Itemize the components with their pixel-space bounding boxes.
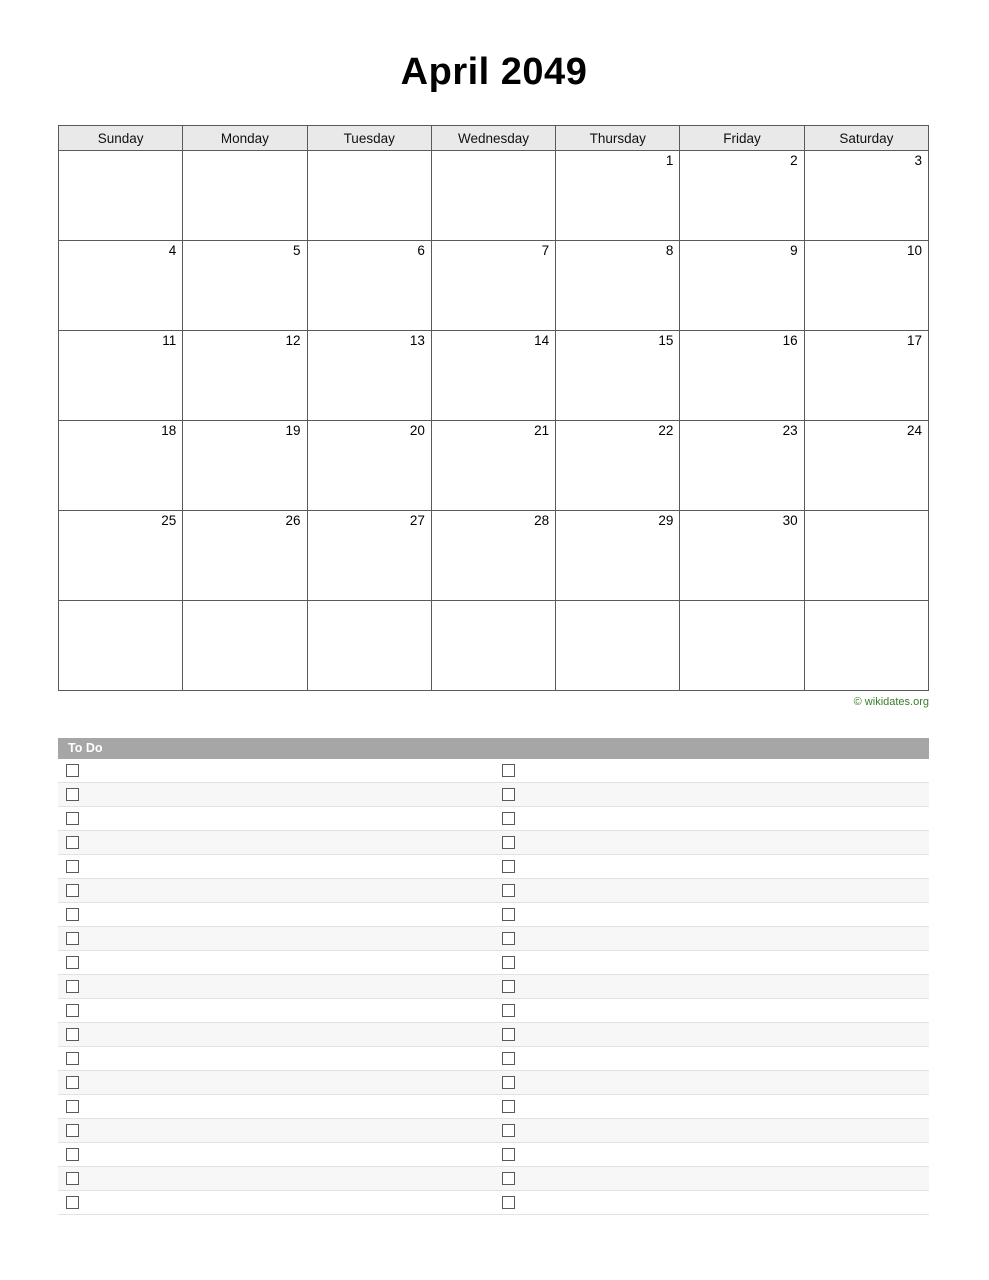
todo-write-line[interactable] (79, 1119, 494, 1142)
day-number: 14 (534, 333, 550, 348)
day-number: 24 (906, 423, 922, 438)
todo-item (58, 903, 494, 926)
calendar-week-row (59, 241, 929, 331)
todo-write-line[interactable] (515, 855, 930, 878)
todo-item (494, 999, 930, 1022)
calendar-day-cell[interactable] (680, 511, 804, 601)
weekday-header-saturday: Saturday (804, 126, 928, 151)
todo-write-line[interactable] (515, 1047, 930, 1070)
checkbox-icon[interactable] (66, 1172, 79, 1185)
weekday-header-tuesday: Tuesday (307, 126, 431, 151)
todo-write-line[interactable] (515, 831, 930, 854)
todo-item (58, 1167, 494, 1190)
todo-row (58, 951, 929, 975)
todo-write-line[interactable] (515, 927, 930, 950)
todo-write-line[interactable] (515, 1095, 930, 1118)
calendar-day-cell[interactable] (183, 331, 307, 421)
day-number: 16 (782, 333, 798, 348)
checkbox-icon[interactable] (502, 1028, 515, 1041)
todo-row (58, 1191, 929, 1215)
todo-write-line[interactable] (79, 1071, 494, 1094)
day-number: 27 (409, 513, 425, 528)
todo-write-line[interactable] (79, 1023, 494, 1046)
todo-section (58, 738, 929, 1215)
page-title: April 2049 (400, 51, 588, 93)
day-number: 18 (161, 423, 177, 438)
todo-row (58, 1167, 929, 1191)
todo-item (494, 1167, 930, 1190)
weekday-header-monday: Monday (183, 126, 307, 151)
day-number: 20 (409, 423, 425, 438)
calendar-day-cell[interactable] (431, 421, 555, 511)
checkbox-icon[interactable] (66, 884, 79, 897)
calendar-day-cell[interactable] (307, 151, 431, 241)
todo-item (58, 759, 494, 782)
checkbox-icon[interactable] (502, 908, 515, 921)
checkbox-icon[interactable] (502, 812, 515, 825)
calendar-day-cell[interactable] (307, 331, 431, 421)
day-number: 26 (285, 513, 301, 528)
calendar-day-cell[interactable] (307, 421, 431, 511)
day-number: 6 (417, 243, 425, 258)
checkbox-icon[interactable] (66, 836, 79, 849)
day-number: 4 (168, 243, 177, 258)
todo-row (58, 831, 929, 855)
todo-title: To Do (58, 738, 929, 759)
checkbox-icon[interactable] (502, 932, 515, 945)
day-number: 2 (790, 153, 798, 168)
todo-write-line[interactable] (515, 1167, 930, 1190)
todo-item (494, 927, 930, 950)
calendar-day-cell[interactable] (556, 511, 680, 601)
todo-list (58, 759, 929, 1215)
todo-item (494, 1023, 930, 1046)
calendar-day-cell[interactable] (183, 151, 307, 241)
weekday-header-friday: Friday (680, 126, 804, 151)
todo-write-line[interactable] (79, 951, 494, 974)
calendar-day-cell[interactable] (431, 151, 555, 241)
calendar-day-cell[interactable] (431, 241, 555, 331)
day-number: 28 (534, 513, 550, 528)
calendar-week-row (59, 601, 929, 691)
checkbox-icon[interactable] (66, 980, 79, 993)
calendar-day-cell[interactable] (556, 331, 680, 421)
todo-write-line[interactable] (79, 1047, 494, 1070)
day-number: 3 (914, 153, 922, 168)
todo-write-line[interactable] (79, 1095, 494, 1118)
checkbox-icon[interactable] (502, 1172, 515, 1185)
todo-item (58, 1119, 494, 1142)
todo-item (494, 1143, 930, 1166)
todo-write-line[interactable] (79, 855, 494, 878)
todo-item (494, 1119, 930, 1142)
todo-write-line[interactable] (79, 879, 494, 902)
todo-row (58, 999, 929, 1023)
todo-item (58, 927, 494, 950)
todo-row (58, 855, 929, 879)
checkbox-icon[interactable] (502, 836, 515, 849)
todo-write-line[interactable] (515, 1143, 930, 1166)
calendar-day-cell[interactable] (804, 601, 928, 691)
todo-write-line[interactable] (515, 1071, 930, 1094)
todo-write-line[interactable] (515, 1023, 930, 1046)
todo-row (58, 1071, 929, 1095)
checkbox-icon[interactable] (502, 980, 515, 993)
calendar-day-cell[interactable] (59, 511, 183, 601)
checkbox-icon[interactable] (502, 788, 515, 801)
checkbox-icon[interactable] (66, 764, 79, 777)
todo-row (58, 975, 929, 999)
day-number: 30 (782, 513, 798, 528)
todo-item (494, 807, 930, 830)
day-number: 9 (790, 243, 798, 258)
todo-item (58, 999, 494, 1022)
todo-write-line[interactable] (79, 1143, 494, 1166)
calendar-day-cell[interactable] (431, 331, 555, 421)
calendar-day-cell[interactable] (804, 511, 928, 601)
calendar-day-cell[interactable] (804, 241, 928, 331)
todo-write-line[interactable] (515, 879, 930, 902)
todo-write-line[interactable] (79, 1167, 494, 1190)
checkbox-icon[interactable] (502, 884, 515, 897)
todo-item (58, 807, 494, 830)
todo-write-line[interactable] (79, 831, 494, 854)
checkbox-icon[interactable] (66, 860, 79, 873)
checkbox-icon[interactable] (66, 1052, 79, 1065)
checkbox-icon[interactable] (502, 1124, 515, 1137)
calendar-day-cell[interactable] (680, 151, 804, 241)
checkbox-icon[interactable] (502, 1148, 515, 1161)
checkbox-icon[interactable] (502, 1052, 515, 1065)
todo-item (494, 1071, 930, 1094)
todo-item (494, 1047, 930, 1070)
todo-write-line[interactable] (515, 807, 930, 830)
todo-item (58, 855, 494, 878)
todo-item (494, 783, 930, 806)
day-number: 23 (782, 423, 798, 438)
todo-write-line[interactable] (79, 807, 494, 830)
todo-row (58, 783, 929, 807)
todo-item (58, 831, 494, 854)
todo-write-line[interactable] (79, 783, 494, 806)
weekday-header-thursday: Thursday (556, 126, 680, 151)
calendar-day-cell[interactable] (59, 421, 183, 511)
checkbox-icon[interactable] (66, 1100, 79, 1113)
day-number: 15 (658, 333, 674, 348)
calendar-day-cell[interactable] (804, 331, 928, 421)
calendar-day-cell[interactable] (59, 331, 183, 421)
todo-item (494, 855, 930, 878)
todo-write-line[interactable] (515, 903, 930, 926)
checkbox-icon[interactable] (66, 812, 79, 825)
calendar-week-row (59, 421, 929, 511)
todo-item (58, 1143, 494, 1166)
todo-write-line[interactable] (79, 999, 494, 1022)
day-number: 29 (658, 513, 674, 528)
calendar-day-cell[interactable] (183, 511, 307, 601)
todo-write-line[interactable] (515, 759, 930, 782)
todo-item (494, 1191, 930, 1214)
checkbox-icon[interactable] (502, 764, 515, 777)
todo-write-line[interactable] (515, 999, 930, 1022)
todo-row (58, 759, 929, 783)
todo-write-line[interactable] (515, 783, 930, 806)
calendar-day-cell[interactable] (431, 601, 555, 691)
calendar-day-cell[interactable] (59, 151, 183, 241)
calendar-day-cell[interactable] (680, 421, 804, 511)
calendar-day-cell[interactable] (307, 241, 431, 331)
todo-item (58, 1191, 494, 1214)
todo-item (58, 1047, 494, 1070)
todo-item (494, 879, 930, 902)
checkbox-icon[interactable] (66, 956, 79, 969)
calendar-day-cell[interactable] (59, 241, 183, 331)
weekday-header-wednesday: Wednesday (431, 126, 555, 151)
todo-write-line[interactable] (79, 927, 494, 950)
todo-item (58, 1071, 494, 1094)
day-number: 17 (906, 333, 922, 348)
calendar-day-cell[interactable] (183, 421, 307, 511)
calendar-day-cell[interactable] (183, 601, 307, 691)
calendar-day-cell[interactable] (59, 601, 183, 691)
calendar-week-row (59, 511, 929, 601)
checkbox-icon[interactable] (66, 1148, 79, 1161)
checkbox-icon[interactable] (66, 1196, 79, 1209)
day-number: 13 (409, 333, 425, 348)
calendar-week-row (59, 151, 929, 241)
calendar-day-cell[interactable] (804, 151, 928, 241)
todo-item (494, 831, 930, 854)
checkbox-icon[interactable] (502, 1004, 515, 1017)
todo-row (58, 1095, 929, 1119)
calendar-day-cell[interactable] (556, 421, 680, 511)
todo-write-line[interactable] (515, 1191, 930, 1214)
calendar-week-row (59, 331, 929, 421)
checkbox-icon[interactable] (502, 1196, 515, 1209)
todo-item (494, 1095, 930, 1118)
todo-write-line[interactable] (515, 1119, 930, 1142)
weekday-header-row (59, 126, 929, 151)
month-calendar (58, 125, 929, 691)
todo-item (58, 1095, 494, 1118)
todo-item (58, 975, 494, 998)
day-number: 21 (534, 423, 550, 438)
day-number: 5 (293, 243, 301, 258)
checkbox-icon[interactable] (66, 1004, 79, 1017)
calendar-day-cell[interactable] (556, 151, 680, 241)
todo-write-line[interactable] (79, 975, 494, 998)
checkbox-icon[interactable] (502, 1100, 515, 1113)
todo-row (58, 927, 929, 951)
day-number: 1 (665, 153, 674, 168)
day-number: 8 (665, 243, 674, 258)
checkbox-icon[interactable] (66, 1076, 79, 1089)
todo-write-line[interactable] (515, 951, 930, 974)
weekday-header-sunday: Sunday (59, 126, 183, 151)
site-credit[interactable]: © wikidates.org (853, 696, 929, 708)
day-number: 11 (162, 333, 177, 348)
todo-item (494, 975, 930, 998)
todo-item (494, 903, 930, 926)
todo-item (58, 783, 494, 806)
calendar-day-cell[interactable] (307, 511, 431, 601)
todo-row (58, 807, 929, 831)
todo-item (58, 879, 494, 902)
todo-item (58, 1023, 494, 1046)
day-number: 12 (285, 333, 301, 348)
todo-row (58, 1023, 929, 1047)
calendar-day-cell[interactable] (307, 601, 431, 691)
checkbox-icon[interactable] (502, 956, 515, 969)
checkbox-icon[interactable] (66, 1028, 79, 1041)
checkbox-icon[interactable] (502, 1076, 515, 1089)
calendar-day-cell[interactable] (804, 421, 928, 511)
todo-row (58, 1119, 929, 1143)
todo-write-line[interactable] (515, 975, 930, 998)
todo-item (494, 759, 930, 782)
calendar-day-cell[interactable] (431, 511, 555, 601)
todo-item (58, 951, 494, 974)
calendar-day-cell[interactable] (680, 331, 804, 421)
day-number: 10 (906, 243, 922, 258)
todo-row (58, 903, 929, 927)
checkbox-icon[interactable] (66, 908, 79, 921)
todo-row (58, 1143, 929, 1167)
checkbox-icon[interactable] (66, 788, 79, 801)
checkbox-icon[interactable] (66, 932, 79, 945)
todo-write-line[interactable] (79, 1191, 494, 1214)
calendar-day-cell[interactable] (556, 241, 680, 331)
checkbox-icon[interactable] (66, 1124, 79, 1137)
day-number: 7 (541, 243, 550, 258)
day-number: 22 (658, 423, 674, 438)
calendar-day-cell[interactable] (556, 601, 680, 691)
day-number: 25 (161, 513, 177, 528)
checkbox-icon[interactable] (502, 860, 515, 873)
todo-item (494, 951, 930, 974)
todo-row (58, 1047, 929, 1071)
todo-write-line[interactable] (79, 903, 494, 926)
day-number: 19 (285, 423, 301, 438)
calendar-day-cell[interactable] (183, 241, 307, 331)
calendar-day-cell[interactable] (680, 601, 804, 691)
todo-row (58, 879, 929, 903)
calendar-day-cell[interactable] (680, 241, 804, 331)
todo-write-line[interactable] (79, 759, 494, 782)
